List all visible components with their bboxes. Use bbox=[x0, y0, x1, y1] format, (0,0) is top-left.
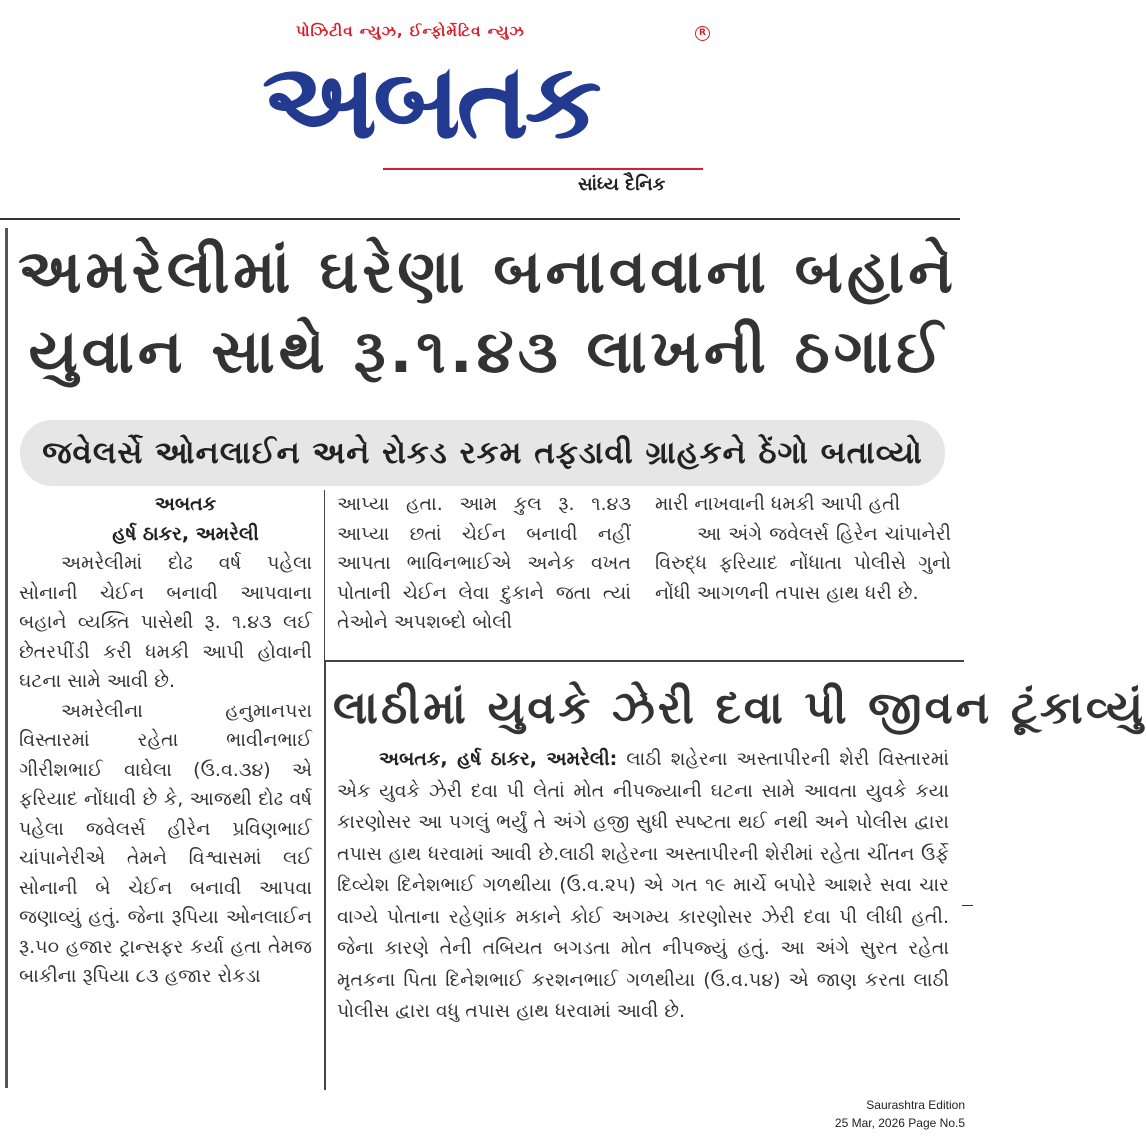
story1-column-3 bbox=[655, 490, 951, 608]
story1-headline-line2: યુવાન સાથે રૂ.૧.૪૩ લાખની ઠગાઈ bbox=[28, 317, 947, 387]
story1-byline-reporter: હર્ષ ઠાકર, અમરેલી bbox=[112, 522, 259, 545]
story2-text: લાઠી શહેરના અસ્તાપીરની શેરી વિસ્તારમાં એક યુવકે ઝેરી દવા પી લેતાં મોત નીપજ્યાની ઘટના સામે આવતા યુવકે કયા કારણોસર આ પગલું ભર્યું તે અંગે હજી સુધી સ્પષ્ટતા થઈ નથી અને પોલીસ દ્વારા તપાસ હાથ ધરવામાં આવી છે.લાઠી શહેરના અસ્તાપીરની શેરીમાં રહેતા ચીંતન ઉર્ફે દિવ્યેશ દિનેશભાઈ ગળથીયા (ઉ.વ.૨૫) એ ગત ૧૯ માર્ચે બપોરે આશરે સવા ચાર વાગ્યે પોતાના રહેણાંક મકાને કોઈ અગમ્ય કારણોસર ઝેરી દવા પી લીધી હતી. જેના કારણે તેની તબિયત બગડતા મોત નીપજ્યું હતું. આ અંગે સુરત રહેતા મૃતકના પિતા દિનેશભાઈ કરશનભાઈ ગળથીયા (ઉ.વ.૫૪) એ જાણ કરતા લાઠી પોલીસ દ્વારા વધુ તપાસ હાથ ધરવામાં આવી છે. bbox=[337, 748, 949, 1022]
left-border-rule bbox=[5, 228, 8, 1088]
date-page-label: 25 Mar, 2026 Page No.5 bbox=[834, 1116, 965, 1130]
page-top-rule bbox=[0, 218, 960, 220]
story2-dateline: અબતક, હર્ષ ઠાકર, અમરેલી: bbox=[379, 748, 618, 770]
margin-tick bbox=[962, 905, 973, 906]
masthead-subtitle: સાંધ્ય દૈનિક bbox=[578, 174, 666, 195]
box-top-border bbox=[324, 660, 964, 662]
masthead-rule bbox=[383, 168, 703, 170]
story1-headline-line1: અમરેલીમાં ઘરેણા બનાવવાના બહાને bbox=[18, 237, 957, 307]
newspaper-logo: અબતક bbox=[262, 40, 598, 162]
story2-paragraph bbox=[337, 744, 949, 1028]
column-divider bbox=[324, 490, 325, 660]
page-footer bbox=[835, 1096, 965, 1132]
masthead bbox=[0, 0, 973, 222]
masthead-tagline: પોઝિટીવ ન્યુઝ, ઈન્ફોર્મેટિવ ન્યુઝ bbox=[296, 22, 525, 40]
story1-column-2 bbox=[337, 490, 631, 638]
story1-byline-source: અબતક bbox=[154, 493, 217, 515]
story2-body bbox=[337, 744, 949, 1028]
story1-paragraph: આપ્યા હતા. આમ કુલ રૂ. ૧.૪૩ આપ્યા છતાં ચેઈન બનાવી નહીં આપતા ભાવિનભાઈએ અનેક વખત પોતાની ચેઈન લેવા દુકાને જતા ત્યાં તેઓને અપશબ્દો બોલી bbox=[337, 493, 631, 633]
edition-label: Saurashtra Edition bbox=[866, 1098, 965, 1112]
story1-paragraph: આ અંગે જવેલર્સ હિરેન ચાંપાનેરી વિરુદ્ધ ફરિયાદ નોંધાતા પોલીસે ગુનો નોંધી આગળની તપાસ હાથ ધરી છે. bbox=[655, 522, 951, 604]
story1-paragraph: અમરેલીમાં દોઢ વર્ષ પહેલા સોનાની ચેઈન બનાવી આપવાના બહાને વ્યક્તિ પાસેથી રૂ. ૧.૪૩ લઈ છેતરપીંડી કરી ધમકી આપી હોવાની ઘટના સામે આવી છે. bbox=[19, 552, 312, 692]
story1-subheadline: જવેલર્સે ઓનલાઈન અને રોકડ રકમ તફડાવી ગ્રાહકને ઠેંગો બતાવ્યો bbox=[20, 420, 945, 486]
box-left-border bbox=[324, 660, 326, 1090]
registered-trademark-icon: R bbox=[695, 26, 710, 41]
story2-headline: લાઠીમાં યુવકે ઝેરી દવા પી જીવન ટૂંકાવ્યું bbox=[333, 681, 1146, 734]
story1-paragraph: મારી નાખવાની ધમકી આપી હતી bbox=[655, 493, 901, 515]
story1-column-1 bbox=[19, 490, 312, 992]
story1-headline bbox=[15, 232, 960, 392]
story1-paragraph: અમરેલીના હનુમાનપરા વિસ્તારમાં રહેતા ભાવીનભાઈ ગીરીશભાઈ વાઘેલા (ઉ.વ.૩૪) એ ફરિયાદ નોંધાવી છે કે, આજથી દોઢ વર્ષ પહેલા જવેલર્સ હીરેન પ્રવિણભાઈ ચાંપાનેરીએ તેમને વિશ્વાસમાં લઈ સોનાની બે ચેઈન બનાવી આપવા જણાવ્યું હતું. જેના રૂપિયા ઓનલાઈન રૂ.૫૦ હજાર ટ્રાન્સફર કર્યા હતા તેમજ બાકીના રૂપિયા ૮૩ હજાર રોકડા bbox=[19, 699, 312, 987]
